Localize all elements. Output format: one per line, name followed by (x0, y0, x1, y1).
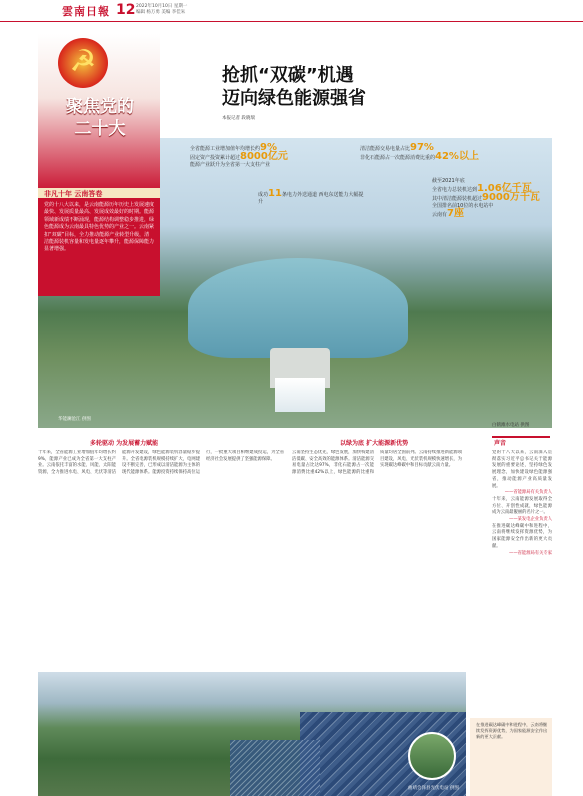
headline-line2: 迈向绿色能源强省 (222, 88, 366, 109)
page-meta (136, 4, 276, 16)
stat-item: 全省电力总装机达到1.06亿千瓦 (432, 183, 532, 194)
stat-item: 云南有7座 (432, 208, 464, 219)
banner-title-line2: 二十大 (74, 119, 126, 139)
voice-quote: 在推进碳达峰碳中和进程中，云南将继续发挥资源优势，为国家能源安全作出新的更大贡献。 (492, 523, 552, 549)
river-shape (188, 258, 408, 358)
photo-caption-right: 白鹤滩水电站 供图 (492, 423, 530, 428)
stats-left (190, 144, 340, 169)
page-number: 12 (116, 2, 136, 18)
banner-title-line1: 聚焦党的 (66, 97, 134, 117)
bottom-photo-caption: 曲靖会泽县光伏电站 供图 (408, 786, 459, 791)
voice-quote: 十年来，云南能源发展取得全方位、开创性成就，绿色能源成为云南最靓丽的名片之一。 (492, 496, 552, 516)
solar-panels-shape (230, 740, 320, 796)
stat-item: 固定资产投资累计超过8000亿元 (190, 151, 288, 162)
hammer-sickle-icon: ☭ (69, 44, 97, 79)
newspaper-logo: 雲南日報 (62, 5, 110, 18)
stat-item: 非化石能源占一次能源消费比重的42%以上 (360, 151, 479, 162)
stats-right-top (360, 144, 550, 162)
voice-source: ——某发电企业负责人 (509, 517, 552, 523)
page-editors: 编辑 杨万勇 美编 李佳朱 (136, 10, 186, 15)
voice-column (492, 450, 552, 710)
voice-quote: 党的十八大以来，云南深入贯彻落实习近平总书记关于能源发展的重要论述，坚持绿色发展理念，加快建设绿色能源强省，推动能源产业高质量发展。 (492, 450, 552, 489)
voice-source: ——省能源局有关专家 (509, 550, 552, 556)
section-1-body: 十年来，全省能源工业增加值年均增长约9%，能源产业已成为全省第一大支柱产业。云南依托丰富的水能、风能、太阳能资源，全力推进水电、风电、光伏等清洁能源开发建设，绿色能源装机容量稳步提升。全省电源装机规模持续扩大，电网建设不断完善，已形成以清洁能源为主体的现代能源体系。能源投资持续保持高位运行，一批重大项目相继建成投运，为全省经济社会发展提供了坚强能源保障。 (38, 450, 284, 476)
photo-caption-left: 华能澜沧江 供图 (58, 417, 91, 422)
byline: 本报记者 段晓瑞 (222, 116, 255, 121)
sidebar-box-text: 在推进碳达峰碳中和进程中，云南将继续发挥资源优势，为国家能源安全作出新的更大贡献。 (476, 722, 548, 739)
banner-title (50, 96, 150, 140)
headline-line1: 抢抓“双碳”机遇 (222, 65, 354, 86)
stat-item: 全省能源工业增加值年均增长约9% (190, 142, 277, 153)
stat-item: 能源产业跃升为全省第一大支柱产业 (190, 162, 271, 168)
stat-item: 清洁能源交易电量占比97% (360, 142, 434, 153)
section-2-body: 云南坚持生态优先、绿色发展，加快构建清洁低碳、安全高效的能源体系。清洁能源交易电量占比达97%，非化石能源占一次能源消费比重42%以上，绿色能源的比重和质量均居全国前列。云南持续推进新能源项目建设，风电、光伏装机规模快速增长，为实现碳达峰碳中和目标贡献云南力量。 (292, 450, 462, 476)
stats-right (432, 178, 552, 219)
spillway-shape (275, 378, 325, 412)
voice-source: ——省能源局有关负责人 (504, 490, 552, 496)
section-2-heading: 以绿为底 扩大能源新优势 (340, 440, 409, 447)
stat-item: 截至2021年底 (432, 178, 465, 184)
summary-text: 党的十八大以来，是云南能源历年历史上发展速度最快、发展质量最高、发展成效最好的时期。能源领域新成绩不断涌现，能源结构调整稳步推进，绿色能源成为云南最具特色优势的产业之一。云南紧扣“双碳”目标，全力推动能源产业转型升级，清洁能源装机容量和发电量逐年攀升，能源保障能力显著增强。 (44, 202, 155, 253)
stat-item: 全国排名前10位的水电站中 (432, 203, 494, 209)
stat-item: 其中清洁能源装机超过9000万千瓦 (432, 192, 540, 203)
banner-label: 非凡十年 云南答卷 (44, 190, 103, 198)
stats-center: 成功11条电力外送通道 西电东送能力大幅提升 (258, 188, 364, 205)
section-1-heading: 多轮驱动 为发展蓄力赋能 (90, 440, 159, 447)
page-date: 2022年10月10日 星期一 (136, 4, 188, 9)
voice-tag: 声音 (492, 436, 550, 445)
article-headline (222, 64, 442, 110)
inset-photo (408, 732, 456, 780)
